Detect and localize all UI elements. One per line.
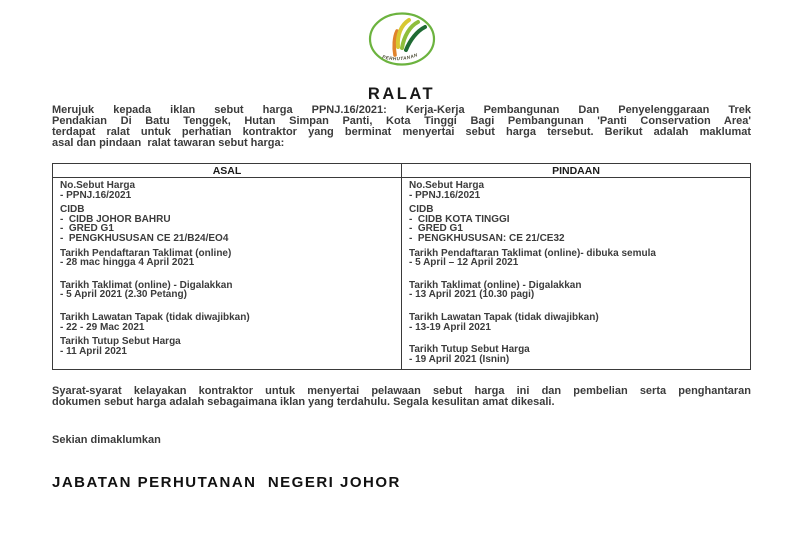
- info-line: - 19 April 2021 (Isnin): [409, 353, 510, 365]
- info-block: [60, 281, 395, 300]
- info-block: [409, 281, 744, 300]
- table-header-row: [53, 164, 751, 178]
- intro-line: asal dan pindaan ralat tawaran sebut harga:: [52, 137, 285, 149]
- info-block: [60, 249, 395, 268]
- info-line: CIDB: [60, 204, 85, 216]
- info-line: - PPNJ.16/2021: [60, 189, 132, 201]
- info-line: - 5 April – 12 April 2021: [409, 257, 519, 269]
- intro-line: terdapat ralat untuk perhatian kontraktor yang berminat menyertai sebut harga tersebut. Berikut adalah maklumat: [52, 126, 751, 138]
- closing-paragraph: [52, 386, 751, 408]
- info-line: Tarikh Lawatan Tapak (tidak diwajibkan): [409, 311, 599, 323]
- column-header-asal: ASAL: [53, 164, 402, 178]
- info-block: [60, 205, 395, 243]
- logo-container: [52, 12, 751, 66]
- table-body-row: [53, 178, 751, 370]
- department-signature: JABATAN PERHUTANAN NEGERI JOHOR: [52, 474, 401, 491]
- intro-paragraph: [52, 105, 751, 149]
- page-title: RALAT: [367, 85, 436, 103]
- info-line: No.Sebut Harga: [60, 180, 136, 191]
- info-line: No.Sebut Harga: [409, 180, 485, 191]
- info-line: - 5 April 2021 (2.30 Petang): [60, 289, 187, 301]
- info-block: [409, 205, 744, 243]
- asal-pindaan-comparison-table: [52, 163, 751, 370]
- info-line: Tarikh Pendaftaran Taklimat (online)- dibuka semula: [409, 247, 656, 259]
- info-line: Tarikh Tutup Sebut Harga: [60, 336, 181, 348]
- info-line: - GRED G1: [60, 223, 114, 235]
- info-block: [409, 249, 744, 268]
- closing-note: Sekian dimaklumkan: [52, 434, 161, 446]
- info-line: - 13-19 April 2021: [409, 321, 491, 333]
- info-block: [60, 337, 395, 356]
- info-line: - GRED G1: [409, 223, 463, 235]
- info-line: - PENGKHUSUSAN: CE 21/CE32: [409, 232, 565, 244]
- info-line: - 11 April 2021: [60, 345, 127, 357]
- info-line: CIDB: [409, 204, 434, 216]
- info-line: Tarikh Taklimat (online) - Digalakkan: [60, 279, 233, 291]
- intro-line: Merujuk kepada iklan sebut harga PPNJ.16/2021: Kerja-Kerja Pembangunan Dan Penyelenggaraan Trek: [52, 104, 751, 116]
- info-block: [60, 313, 395, 332]
- info-line: - 28 mac hingga 4 April 2021: [60, 257, 195, 269]
- info-line: Tarikh Lawatan Tapak (tidak diwajibkan): [60, 311, 250, 323]
- info-line: - CIDB KOTA TINGGI: [409, 213, 510, 225]
- closing-line: Syarat-syarat kelayakan kontraktor untuk menyertai pelawaan sebut harga ini dan pembelian serta penghantaran: [52, 385, 751, 397]
- logo-label: PERHUTANAN: [381, 52, 418, 62]
- info-line: - PPNJ.16/2021: [409, 189, 481, 201]
- info-block: [60, 181, 395, 200]
- info-line: Tarikh Pendaftaran Taklimat (online): [60, 247, 232, 259]
- info-line: Tarikh Tutup Sebut Harga: [409, 344, 530, 356]
- closing-line: dokumen sebut harga adalah sebagaimana iklan yang terdahulu. Segala kesulitan amat dikesali.: [52, 396, 555, 408]
- info-block: [409, 345, 744, 364]
- column-cell-asal: [53, 178, 402, 370]
- intro-line: Pendakian Di Batu Tenggek, Hutan Simpan Panti, Kota Tinggi Bagi Pembangunan 'Panti Conservation Area': [52, 115, 751, 127]
- column-header-pindaan: PINDAAN: [402, 164, 751, 178]
- info-line: - CIDB JOHOR BAHRU: [60, 213, 171, 225]
- info-block: [409, 181, 744, 200]
- column-cell-pindaan: [402, 178, 751, 370]
- info-block: [409, 313, 744, 332]
- info-line: - 13 April 2021 (10.30 pagi): [409, 289, 535, 301]
- info-line: - 22 - 29 Mac 2021: [60, 321, 145, 333]
- info-line: - PENGKHUSUSAN CE 21/B24/EO4: [60, 232, 229, 244]
- info-line: Tarikh Taklimat (online) - Digalakkan: [409, 279, 582, 291]
- jabatan-perhutanan-logo-icon: [368, 12, 436, 66]
